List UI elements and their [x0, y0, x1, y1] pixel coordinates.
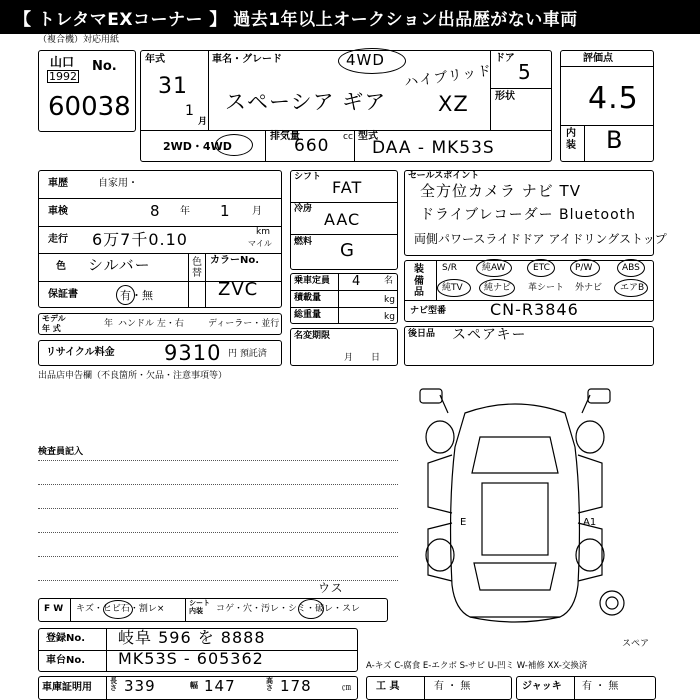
car-diagram	[400, 385, 630, 630]
change-unit: 月日	[344, 353, 399, 363]
fw-text: キズ・ヒビ石・割レ×	[76, 604, 165, 614]
name-grade: XZ	[438, 92, 469, 116]
roof	[482, 483, 548, 555]
color-code-label: カラーNo.	[210, 255, 260, 266]
cert-unit: ㎝	[342, 683, 352, 693]
inspection-month: 1	[220, 202, 231, 220]
gross-label: 総重量	[294, 310, 322, 320]
notes-label: 出品店申告欄（不良箇所・欠品・注意事項等）	[38, 371, 228, 381]
modelyear-unit: 年	[104, 319, 114, 329]
equipment-item: 純AW	[482, 263, 506, 273]
displacement-unit: cc	[343, 132, 353, 142]
reg-value: 岐阜 596 を 8888	[118, 628, 266, 647]
doors-value: 5	[518, 60, 532, 84]
sales-line2: ドライブレコーダー Bluetooth	[420, 207, 637, 223]
recycle-unit: 円 預託済	[228, 349, 267, 359]
after-value: スペアキー	[452, 327, 527, 343]
after-box	[404, 326, 654, 366]
capacity-value: 4	[352, 274, 362, 289]
navi-value: CN-R3846	[490, 300, 579, 319]
color-swap-label: 色替	[192, 257, 202, 279]
modelyear-dealer: ディーラー・並行	[208, 319, 280, 329]
color-value: シルバー	[88, 256, 151, 274]
warranty-label: 保証書	[48, 289, 78, 300]
warranty-options: 有・無	[120, 289, 153, 302]
displacement-label: 排気量	[270, 131, 300, 142]
chassis-value: MK53S - 605362	[118, 649, 264, 668]
shift-value: FAT	[332, 178, 363, 197]
chassis-label: 車台No.	[46, 655, 86, 666]
interior-value: B	[606, 126, 624, 154]
modelyear-label1: モデル	[42, 314, 66, 323]
modelyear-label2: 年 式	[42, 324, 61, 333]
lot-prefix: 1992	[49, 70, 77, 83]
cert-label: 車庫証明用	[42, 682, 92, 693]
mileage-value: 6万7千0.10	[92, 230, 188, 249]
fw-note: ウス	[318, 581, 344, 595]
gross-unit: kg	[384, 312, 395, 322]
inspection-year: 8	[150, 202, 161, 220]
year-month-unit: 月	[198, 117, 208, 127]
equipment-item: 純ナビ	[484, 283, 512, 293]
header-title: 【 トレタマEXコーナー 】 過去1年以上オークション出品歴がない車両	[14, 10, 578, 30]
aircon-value: AAC	[324, 210, 361, 229]
after-label: 後日品	[408, 329, 436, 339]
navi-label: ナビ型番	[410, 306, 447, 316]
fuel-label: 燃料	[294, 237, 313, 247]
recycle-label: リサイクル料金	[46, 347, 115, 358]
lot-number: 60038	[48, 92, 131, 122]
cert-hei-value: 178	[280, 677, 312, 695]
model-label: 型式	[358, 131, 378, 142]
equipment-item: ABS	[622, 263, 640, 273]
warranty-selected-circle	[116, 285, 135, 305]
inspection-year-unit: 年	[180, 206, 190, 217]
capacity-unit: 名	[384, 276, 394, 286]
mileage-label: 走行	[48, 234, 68, 245]
sales-line1: 全方位カメラ ナビ TV	[420, 182, 581, 200]
equipment-item: エアB	[620, 283, 645, 293]
form-note: （複合機）対応用紙	[38, 35, 120, 45]
tools-label: 工 具	[376, 681, 400, 692]
shape-label: 形状	[495, 91, 515, 102]
score-value: 4.5	[588, 81, 639, 116]
recycle-value: 9310	[164, 341, 222, 365]
seat-text: コゲ・穴・汚レ・シミ・破レ・スレ	[216, 604, 361, 614]
shift-label: シフト	[294, 172, 322, 182]
year-month: 1	[185, 103, 195, 119]
name-hybrid: ハイブリッド	[403, 62, 494, 92]
year-label: 年式	[145, 54, 165, 65]
load-unit: kg	[384, 295, 395, 305]
sales-line3: 両側パワースライドドア アイドリングストップ	[414, 232, 667, 246]
tools-options: 有 ・ 無	[434, 681, 471, 692]
cert-len-value: 339	[124, 677, 156, 695]
load-label: 積載量	[294, 293, 322, 303]
doors-label: ドア	[495, 53, 515, 64]
jack-options: 有 ・ 無	[582, 681, 619, 692]
fuel-value: G	[340, 240, 355, 261]
score-label: 評価点	[583, 53, 613, 64]
fw-label: F W	[44, 604, 64, 614]
damage-mark-a1: A1	[583, 517, 597, 528]
equipment-item: P/W	[575, 263, 593, 273]
spare-label: スペア	[622, 639, 650, 649]
interior-label: 内装	[566, 128, 576, 151]
inspection-label: 車検	[48, 206, 68, 217]
equipment-item: ETC	[533, 263, 550, 273]
cert-len-label: 長さ	[110, 677, 117, 692]
equipment-item: 外ナビ	[575, 283, 603, 293]
car-body-outline	[451, 404, 580, 617]
displacement-value: 660	[294, 136, 330, 156]
jack-label: ジャッキ	[522, 681, 562, 692]
legend: A-キズ C-腐食 E-エクボ S-サビ U-凹ミ W-補修 XX-交換済	[366, 661, 588, 671]
equipment-label: 装備品	[414, 264, 424, 298]
lot-no-label: No.	[92, 59, 117, 74]
damage-mark-e: E	[460, 517, 467, 528]
history-value: 自家用・	[98, 178, 138, 189]
name-value: スペーシア ギア	[225, 90, 387, 114]
spare-tire	[600, 591, 624, 615]
drive-options: 2WD・4WD	[163, 140, 232, 153]
equipment-item: S/R	[442, 263, 457, 273]
model-value: DAA - MK53S	[372, 138, 495, 158]
inspection-month-unit: 月	[252, 206, 262, 217]
reg-label: 登録No.	[46, 633, 86, 644]
drive-selected-circle	[215, 134, 253, 156]
color-label: 色	[56, 261, 66, 272]
cert-wid-value: 147	[204, 677, 236, 695]
seat-label: シート内装	[189, 599, 210, 615]
cert-hei-label: 高さ	[266, 677, 273, 692]
history-label: 車歴	[48, 178, 68, 189]
name-label: 車名・グレード	[212, 54, 282, 65]
lot-region: 山口	[50, 55, 75, 69]
change-label: 名変期限	[294, 331, 331, 341]
sales-label: セールスポイント	[408, 171, 480, 181]
inspector-label: 検査員記入	[38, 447, 84, 457]
mileage-unit-km: km	[256, 227, 270, 237]
rear-window	[474, 563, 556, 590]
windshield	[472, 437, 558, 473]
equipment-item: 純TV	[442, 283, 463, 293]
mileage-unit-mile: マイル	[248, 239, 272, 248]
cert-wid-label: 幅	[190, 681, 198, 690]
capacity-label: 乗車定員	[294, 276, 331, 286]
color-code: ZVC	[218, 279, 259, 300]
modelyear-handle: ハンドル 左・右	[118, 319, 184, 329]
year-value: 31	[158, 74, 188, 99]
equipment-item: 革シート	[528, 283, 565, 293]
name-tag: 4WD	[346, 51, 385, 69]
aircon-label: 冷房	[294, 204, 313, 214]
